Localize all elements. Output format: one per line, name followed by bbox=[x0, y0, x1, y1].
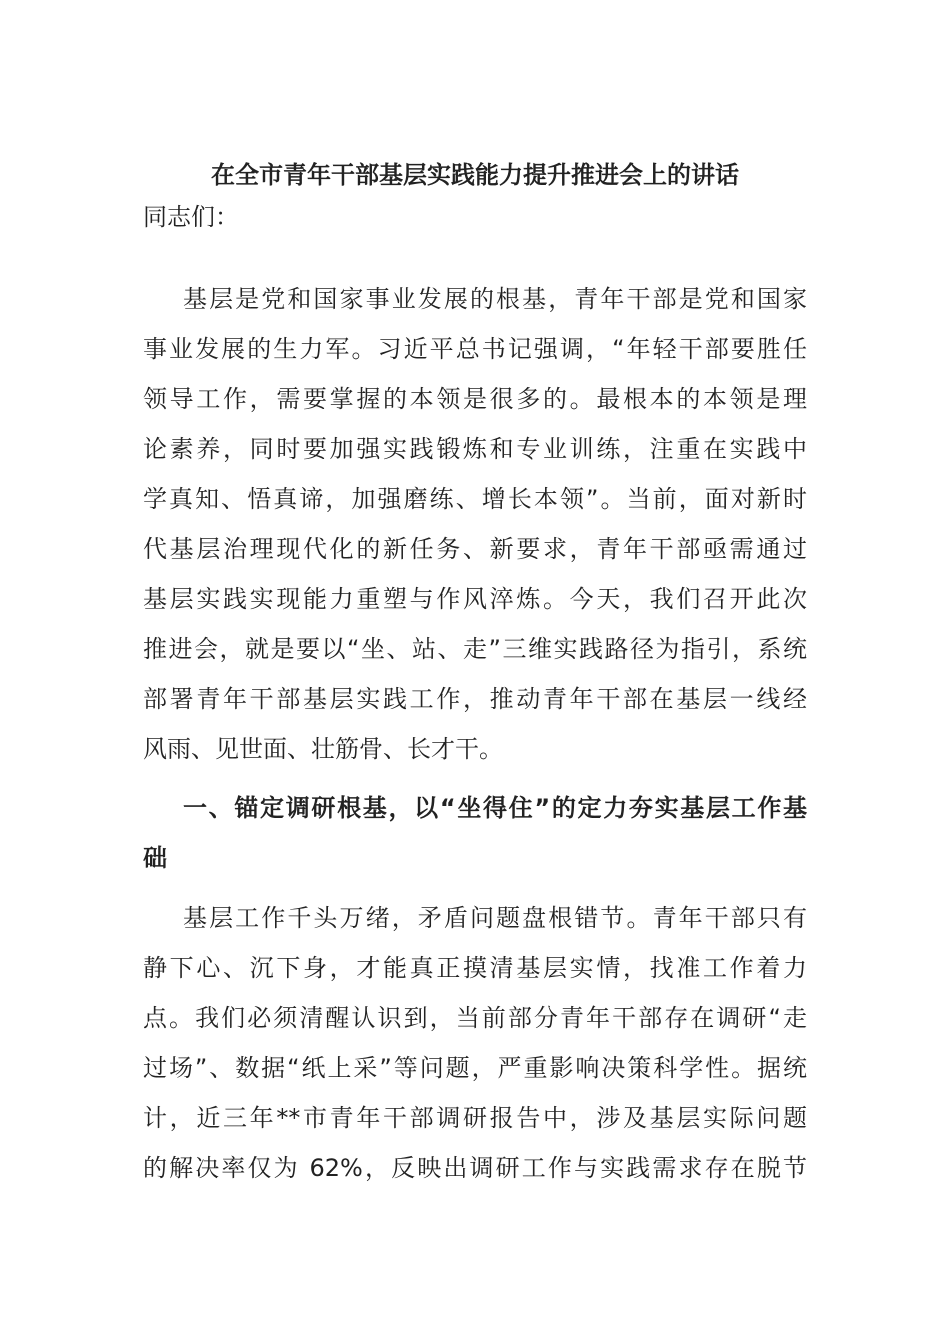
paragraph-line: 学真知、悟真谛，加强磨练、增长本领”。当前，面对新时 bbox=[143, 485, 807, 513]
paragraph-line: 基层工作千头万绪，矛盾问题盘根错节。青年干部只有 bbox=[183, 904, 807, 932]
paragraph-line: 领导工作，需要掌握的本领是很多的。最根本的本领是理 bbox=[143, 385, 807, 413]
paragraph-line: 的解决率仅为 62%，反映出调研工作与实践需求存在脱节 bbox=[143, 1154, 807, 1182]
paragraph-line: 代基层治理现代化的新任务、新要求，青年干部亟需通过 bbox=[143, 535, 807, 563]
paragraph-intro bbox=[143, 274, 807, 774]
paragraph-line: 风雨、见世面、壮筋骨、长才干。 bbox=[143, 735, 503, 763]
salutation: 同志们： bbox=[143, 203, 239, 231]
document-title: 在全市青年干部基层实践能力提升推进会上的讲话 bbox=[211, 161, 739, 189]
paragraph-line: 基层是党和国家事业发展的根基，青年干部是党和国家 bbox=[183, 285, 807, 313]
paragraph-line: 过场”、数据“纸上采”等问题，严重影响决策科学性。据统 bbox=[143, 1054, 807, 1082]
paragraph-section-1 bbox=[143, 893, 807, 1193]
paragraph-line: 点。我们必须清醒认识到，当前部分青年干部存在调研“走 bbox=[143, 1004, 807, 1032]
paragraph-line: 论素养，同时要加强实践锻炼和专业训练，注重在实践中 bbox=[143, 435, 807, 463]
paragraph-line: 静下心、沉下身，才能真正摸清基层实情，找准工作着力 bbox=[143, 954, 807, 982]
paragraph-line: 计，近三年**市青年干部调研报告中，涉及基层实际问题 bbox=[143, 1104, 807, 1132]
section-heading-1 bbox=[143, 783, 807, 883]
paragraph-line: 事业发展的生力军。习近平总书记强调，“年轻干部要胜任 bbox=[143, 335, 807, 363]
heading-line: 础 bbox=[143, 844, 167, 872]
paragraph-line: 基层实践实现能力重塑与作风淬炼。今天，我们召开此次 bbox=[143, 585, 807, 613]
paragraph-line: 推进会，就是要以“坐、站、走”三维实践路径为指引，系统 bbox=[143, 635, 807, 663]
heading-line: 一、锚定调研根基，以“坐得住”的定力夯实基层工作基 bbox=[183, 794, 807, 822]
paragraph-line: 部署青年干部基层实践工作，推动青年干部在基层一线经 bbox=[143, 685, 807, 713]
